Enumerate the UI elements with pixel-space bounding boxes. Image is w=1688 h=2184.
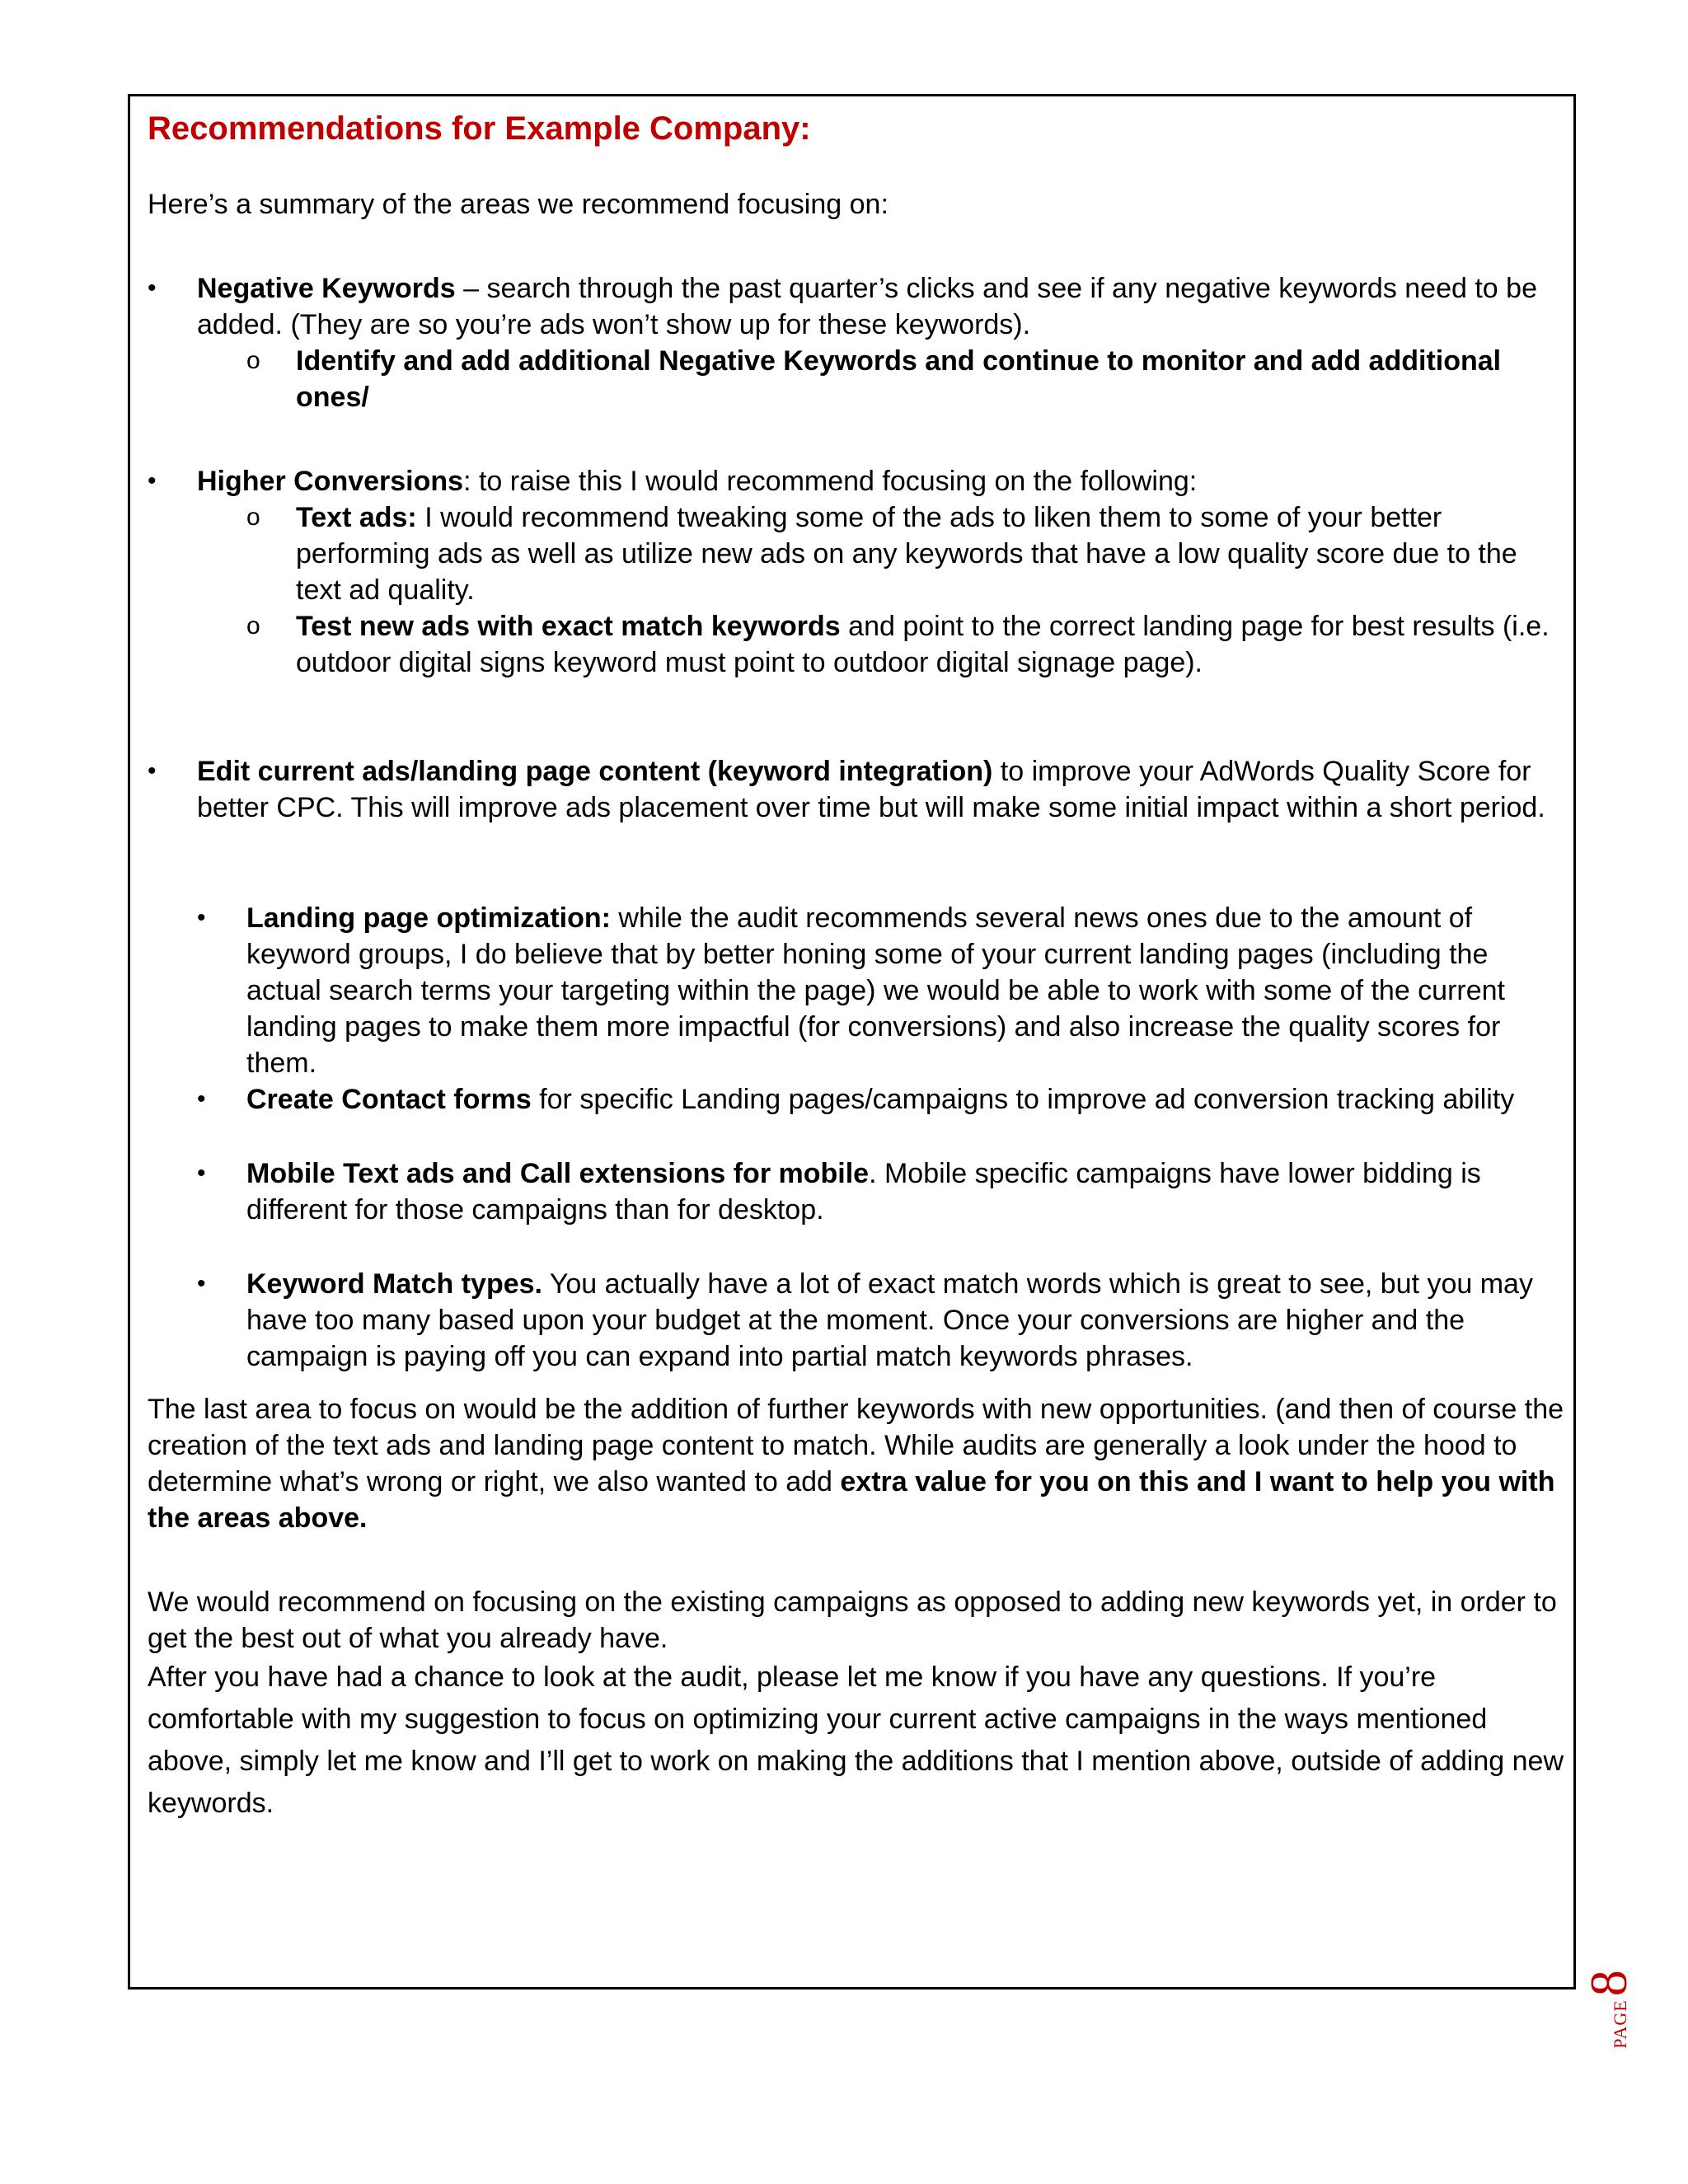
item-heading: Negative Keywords xyxy=(197,273,456,304)
item-text: – search through the past quarter’s clicks and see if any negative keywords need to be added. (They are so you’re ads won’t show up for these keywords). xyxy=(197,273,1537,340)
recommendation-list xyxy=(148,753,1565,826)
bullet-icon: • xyxy=(148,274,157,302)
sub-bullet-icon: o xyxy=(246,347,260,374)
sub-list xyxy=(197,499,1565,681)
sub-bullet-icon: o xyxy=(246,504,260,531)
item-text: : to raise this I would recommend focusing on the following: xyxy=(463,466,1198,497)
item-text: to improve your AdWords Quality Score for better CPC. This will improve ads placement over time but will make some initial impact within a short period. xyxy=(197,756,1545,823)
list-item-contact-forms xyxy=(197,1081,1565,1118)
item-heading: Create Contact forms xyxy=(246,1084,532,1115)
sub-list-item xyxy=(246,499,1565,608)
page-number-value: 8 xyxy=(1579,1970,1638,1997)
intro-text: Here’s a summary of the areas we recommend focusing on: xyxy=(148,189,889,220)
bullet-icon: • xyxy=(148,757,157,785)
sub-item-heading: Text ads: xyxy=(296,502,417,533)
bullet-icon: • xyxy=(148,467,157,494)
sub-list xyxy=(197,343,1565,415)
item-heading: Landing page optimization: xyxy=(246,902,611,934)
sub-item-text: and point to the correct landing page for best results (i.e. outdoor digital signs keyword must point to outdoor digital signage page). xyxy=(296,611,1550,678)
sub-item-heading: Identify and add additional Negative Keywords and continue to monitor and add additional ones/ xyxy=(296,345,1502,413)
campaign-paragraph: We would recommend on focusing on the existing campaigns as opposed to adding new keywords yet, in order to get the best out of what you already have. xyxy=(148,1586,1557,1654)
item-text: for specific Landing pages/campaigns to improve ad conversion tracking ability xyxy=(531,1084,1515,1115)
list-item-keyword-match xyxy=(197,1266,1565,1375)
bullet-icon: • xyxy=(197,1085,206,1113)
page-title: Recommendations for Example Company: xyxy=(148,110,811,147)
bullet-icon: • xyxy=(197,1270,206,1297)
item-text: . Mobile specific campaigns have lower bidding is different for those campaigns than for desktop. xyxy=(246,1158,1481,1226)
list-item-landing-page xyxy=(197,900,1565,1081)
indented-recommendation-list xyxy=(148,900,1565,1375)
bullet-icon: • xyxy=(197,904,206,931)
closing-paragraph xyxy=(148,1391,1565,1536)
item-text: You actually have a lot of exact match words which is great to see, but you may have too many based upon your budget at the moment. Once your conversions are higher and the campaign is paying off you can expand into partial match keywords phrases. xyxy=(246,1268,1533,1372)
sub-item-text: I would recommend tweaking some of the ads to liken them to some of your better performing ads as well as utilize new ads on any keywords that have a low quality score due to the text ad quality. xyxy=(296,502,1517,606)
sub-list-item xyxy=(246,608,1565,681)
sub-bullet-icon: o xyxy=(246,612,260,640)
list-item-negative-keywords xyxy=(148,270,1565,415)
item-heading: Mobile Text ads and Call extensions for mobile xyxy=(246,1158,870,1189)
bullet-icon: • xyxy=(197,1160,206,1187)
recommendation-list xyxy=(148,463,1565,681)
list-spacer xyxy=(197,1228,1565,1266)
next-steps-paragraph: After you have had a chance to look at the audit, please let me know if you have any questions. If you’re comfortable with my suggestion to focus on optimizing your current active campaigns in the ways mentioned above, simply let me know and I’ll get to work on making the additions that I mention above, outside of adding new keywords. xyxy=(148,1661,1564,1819)
list-item-edit-ads xyxy=(148,753,1565,826)
list-item-mobile-ads xyxy=(197,1155,1565,1228)
item-text: while the audit recommends several news ones due to the amount of keyword groups, I do believe that by better honing some of your current landing pages (including the actual search terms your targeting within the page) we would be able to work with some of the current landing pages to make them more impactful (for conversions) and also increase the quality scores for them. xyxy=(246,902,1505,1079)
recommendation-list xyxy=(148,270,1565,415)
item-heading: Higher Conversions xyxy=(197,466,464,497)
page-label: PAGE xyxy=(1610,1999,1630,2049)
sub-list-item xyxy=(246,343,1565,415)
document-body xyxy=(148,107,1565,1825)
page-number xyxy=(1578,1970,1677,2049)
closing-emphasis: extra value for you on this and I want to help you with the areas above. xyxy=(148,1466,1555,1534)
item-heading: Edit current ads/landing page content (keyword integration) xyxy=(197,756,993,787)
list-item-higher-conversions xyxy=(148,463,1565,681)
closing-text: The last area to focus on would be the addition of further keywords with new opportunities. (and then of course the creation of the text ads and landing page content to match. While audits are generally a look under the hood to determine what’s wrong or right, we also wanted to add xyxy=(148,1394,1564,1497)
item-heading: Keyword Match types. xyxy=(246,1268,542,1300)
list-spacer xyxy=(197,1118,1565,1155)
sub-item-heading: Test new ads with exact match keywords xyxy=(296,611,841,642)
